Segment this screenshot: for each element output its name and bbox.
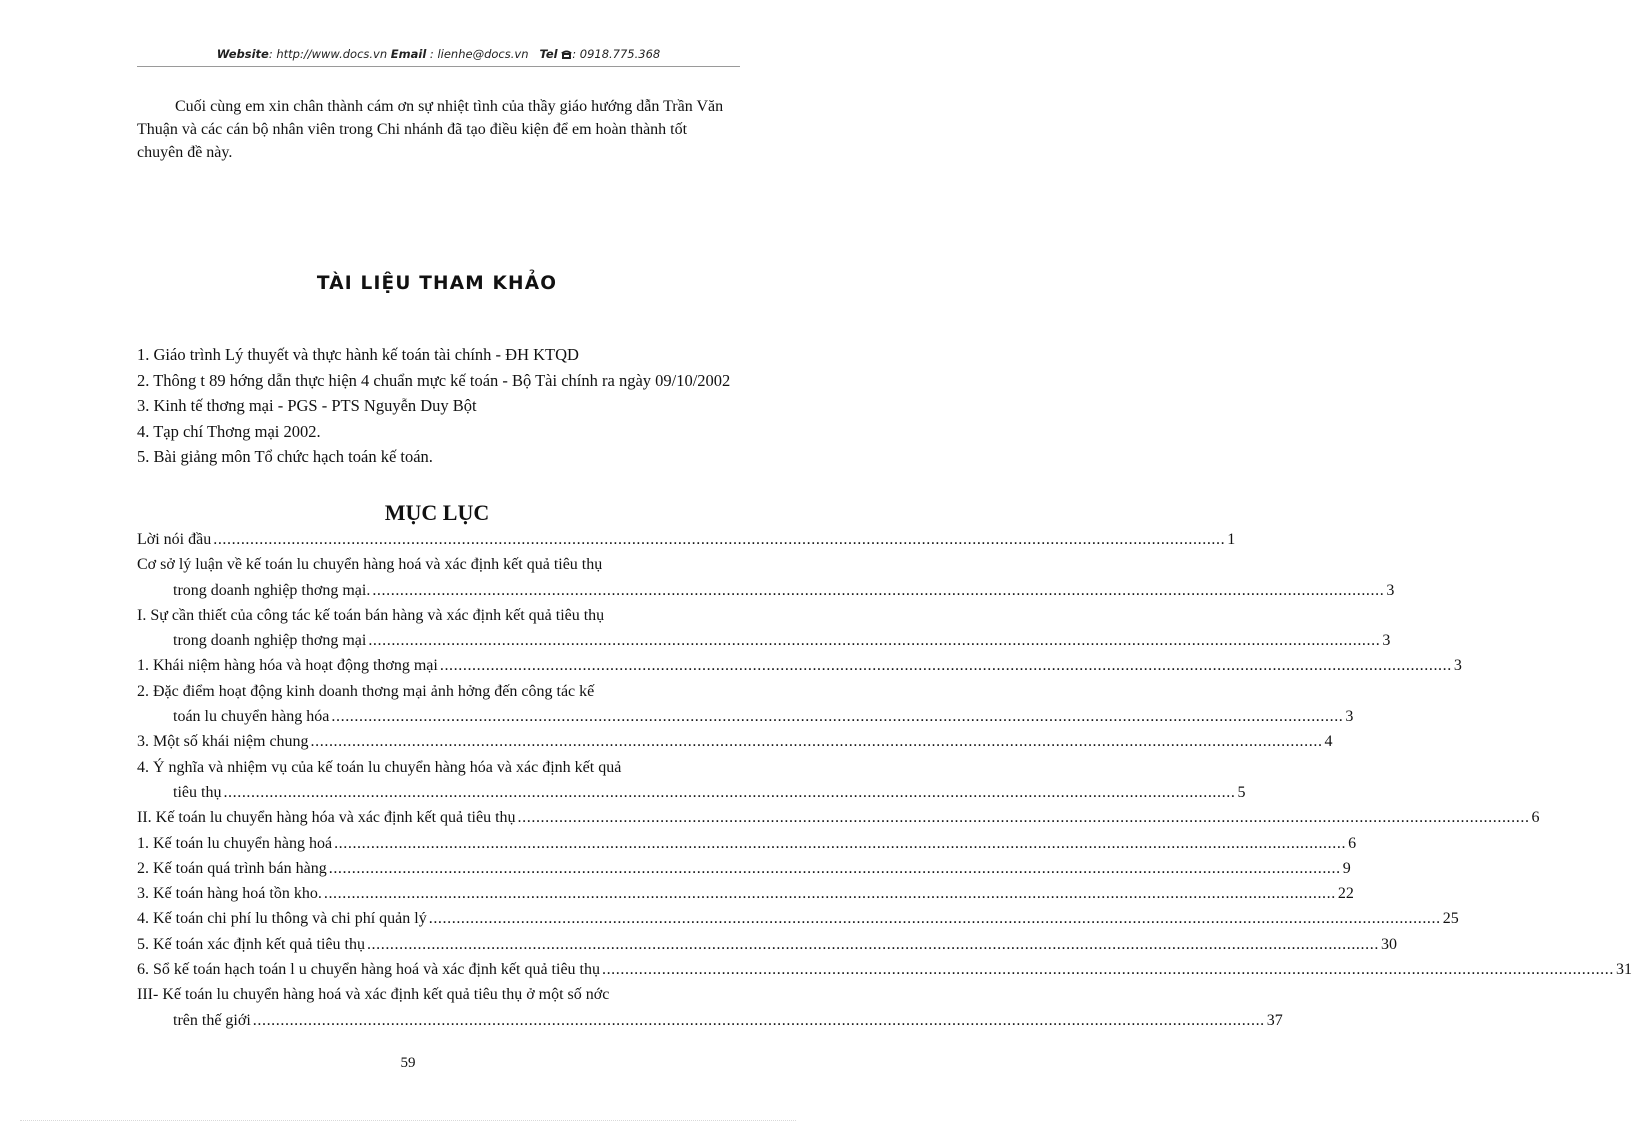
toc-entry-title-continued: trong doanh nghiệp thơng mại bbox=[173, 632, 367, 650]
toc-leader-dots: ............................................................................................................................................................................................................................ bbox=[323, 885, 1336, 903]
toc-leader-dots: ............................................................................................................................................................................................................................ bbox=[310, 733, 1323, 751]
toc-line bbox=[137, 527, 1236, 552]
toc-entry-title: II. Kế toán lu chuyển hàng hóa và xác định kết quả tiêu thụ bbox=[137, 809, 516, 827]
toc-leader-dots: ............................................................................................................................................................................................................................ bbox=[517, 809, 1530, 827]
toc-entry-title: III- Kế toán lu chuyển hàng hoá và xác định kết quả tiêu thụ ở một số nớc bbox=[137, 986, 610, 1004]
toc-title: MỤC LỤC bbox=[384, 500, 490, 525]
website-label: Website bbox=[216, 47, 269, 61]
toc-entry bbox=[137, 729, 1333, 754]
toc-page-number: 25 bbox=[1442, 910, 1459, 928]
toc-entry-title: 2. Đặc điểm hoạt động kinh doanh thơng mại ảnh hởng đến công tác kế bbox=[137, 682, 595, 700]
header-divider bbox=[137, 66, 740, 67]
toc-entry-title: 6. Sổ kế toán hạch toán l u chuyển hàng hoá và xác định kết quả tiêu thụ bbox=[137, 961, 600, 979]
toc-line bbox=[137, 603, 739, 628]
toc-line bbox=[137, 982, 739, 1007]
toc-line bbox=[137, 679, 739, 704]
reference-item: 3. Kinh tế thơng mại - PGS - PTS Nguyễn Duy Bột bbox=[137, 396, 477, 415]
toc-page-number: 30 bbox=[1380, 935, 1397, 953]
toc-entry-title: 1. Kế toán lu chuyển hàng hoá bbox=[137, 834, 333, 852]
phone-icon bbox=[561, 48, 572, 62]
tel-value: : 0918.775.368 bbox=[572, 47, 661, 61]
toc-entry bbox=[137, 679, 1354, 730]
toc-entry-title: Cơ sở lý luận về kế toán lu chuyển hàng hoá và xác định kết quả tiêu thụ bbox=[137, 556, 603, 574]
toc-line bbox=[137, 578, 1395, 603]
toc-entry-title-continued: toán lu chuyển hàng hóa bbox=[173, 708, 330, 726]
email-value: : lienhe@docs.vn bbox=[426, 47, 529, 61]
reference-item: 5. Bài giảng môn Tổ chức hạch toán kế toán. bbox=[137, 447, 433, 466]
toc-entry bbox=[137, 603, 1391, 654]
toc-entry bbox=[137, 856, 1351, 881]
intro-paragraph: Cuối cùng em xin chân thành cám ơn sự nhiệt tình của thầy giáo hướng dẫn Trần Văn Thuận và các cán bộ nhân viên trong Chi nhánh đã tạo điều kiện để em hoàn thành tốt chuyên đề này. bbox=[137, 98, 724, 161]
toc-line bbox=[137, 881, 1354, 906]
toc-line bbox=[137, 755, 739, 780]
toc-entry-title-continued: tiêu thụ bbox=[173, 783, 222, 801]
toc-page-number: 37 bbox=[1266, 1011, 1283, 1029]
website-value: : http://www.docs.vn bbox=[268, 47, 388, 61]
toc-entry bbox=[137, 527, 1236, 552]
toc-page-number: 3 bbox=[1382, 632, 1391, 650]
toc-line bbox=[137, 957, 1632, 982]
toc-line bbox=[137, 805, 1540, 830]
toc-page-number: 3 bbox=[1345, 708, 1354, 726]
toc-page-number: 6 bbox=[1348, 834, 1357, 852]
toc-entry-title: Lời nói đầu bbox=[137, 531, 212, 548]
toc-page-number: 22 bbox=[1337, 885, 1354, 903]
toc-leader-dots: ............................................................................................................................................................................................................................ bbox=[328, 859, 1341, 877]
toc-entry-title: 3. Một số khái niệm chung bbox=[137, 733, 309, 751]
toc-leader-dots: ............................................................................................................................................................................................................................ bbox=[439, 657, 1452, 675]
toc-leader-dots: ............................................................................................................................................................................................................................ bbox=[366, 935, 1379, 953]
toc-line bbox=[137, 856, 1351, 881]
toc-line bbox=[137, 1008, 1283, 1033]
toc-entry bbox=[137, 982, 1283, 1033]
toc-entry bbox=[137, 932, 1397, 957]
toc-leader-dots: ............................................................................................................................................................................................................................ bbox=[428, 910, 1441, 928]
references-title: TÀI LIỆU THAM KHẢO bbox=[316, 273, 558, 294]
reference-item: 1. Giáo trình Lý thuyết và thực hành kế toán tài chính - ĐH KTQD bbox=[137, 345, 579, 364]
toc-entry bbox=[137, 881, 1354, 906]
reference-item: 4. Tạp chí Thơng mại 2002. bbox=[137, 421, 321, 441]
toc-line bbox=[137, 906, 1459, 931]
toc-entry bbox=[137, 831, 1357, 856]
table-of-contents bbox=[137, 527, 1632, 1033]
toc-entry-title: 5. Kế toán xác định kết quả tiêu thụ bbox=[137, 935, 365, 953]
toc-entry-title-continued: trên thế giới bbox=[173, 1011, 251, 1029]
toc-page-number: 4 bbox=[1324, 733, 1333, 751]
toc-page-number: 31 bbox=[1615, 961, 1632, 979]
toc-entry bbox=[137, 805, 1540, 830]
page-header bbox=[137, 47, 740, 62]
toc-leader-dots: ............................................................................................................................................................................................................................ bbox=[372, 581, 1385, 599]
email-label: Email bbox=[390, 47, 427, 61]
toc-line bbox=[137, 704, 1354, 729]
toc-entry-title: 4. Ý nghĩa và nhiệm vụ của kế toán lu chuyển hàng hóa và xác định kết quả bbox=[137, 758, 622, 776]
toc-page-number: 9 bbox=[1342, 859, 1351, 877]
toc-page-number: 6 bbox=[1531, 809, 1540, 827]
toc-leader-dots: ............................................................................................................................................................................................................................ bbox=[368, 632, 1381, 650]
toc-entry bbox=[137, 755, 1246, 806]
references-list bbox=[137, 342, 739, 470]
footer-divider bbox=[20, 1120, 796, 1121]
toc-leader-dots: ............................................................................................................................................................................................................................ bbox=[331, 708, 1344, 726]
toc-entry-title-continued: trong doanh nghiệp thơng mại. bbox=[173, 581, 371, 599]
toc-page-number: 5 bbox=[1237, 783, 1246, 801]
toc-leader-dots: ............................................................................................................................................................................................................................ bbox=[213, 531, 1226, 548]
toc-line bbox=[137, 628, 1391, 653]
toc-entry-title: 3. Kế toán hàng hoá tồn kho. bbox=[137, 885, 322, 903]
reference-item: 2. Thông t 89 hớng dẫn thực hiện 4 chuẩn mực kế toán - Bộ Tài chính ra ngày 09/10/2002 bbox=[137, 370, 731, 390]
toc-leader-dots: ............................................................................................................................................................................................................................ bbox=[223, 783, 1236, 801]
toc-entry-title: I. Sự cần thiết của công tác kế toán bán hàng và xác định kết quả tiêu thụ bbox=[137, 606, 605, 624]
toc-entry-title: 4. Kế toán chi phí lu thông và chi phí quản lý bbox=[137, 910, 427, 928]
toc-entry bbox=[137, 552, 1395, 603]
toc-entry bbox=[137, 906, 1459, 931]
toc-page-number: 1 bbox=[1227, 531, 1236, 548]
tel-label: Tel bbox=[539, 47, 558, 61]
toc-line bbox=[137, 729, 1333, 754]
toc-entry bbox=[137, 653, 1462, 678]
toc-leader-dots: ............................................................................................................................................................................................................................ bbox=[601, 961, 1614, 979]
toc-leader-dots: ............................................................................................................................................................................................................................ bbox=[334, 834, 1347, 852]
toc-entry-title: 2. Kế toán quá trình bán hàng bbox=[137, 859, 327, 877]
toc-entry-title: 1. Khái niệm hàng hóa và hoạt động thơng mại bbox=[137, 657, 438, 675]
toc-page-number: 3 bbox=[1386, 581, 1395, 599]
toc-entry bbox=[137, 957, 1632, 982]
toc-line bbox=[137, 831, 1357, 856]
page-number: 59 bbox=[400, 1055, 416, 1071]
toc-line bbox=[137, 780, 1246, 805]
toc-line bbox=[137, 552, 739, 577]
toc-leader-dots: ............................................................................................................................................................................................................................ bbox=[252, 1011, 1265, 1029]
toc-page-number: 3 bbox=[1453, 657, 1462, 675]
toc-line bbox=[137, 653, 1462, 678]
toc-line bbox=[137, 932, 1397, 957]
